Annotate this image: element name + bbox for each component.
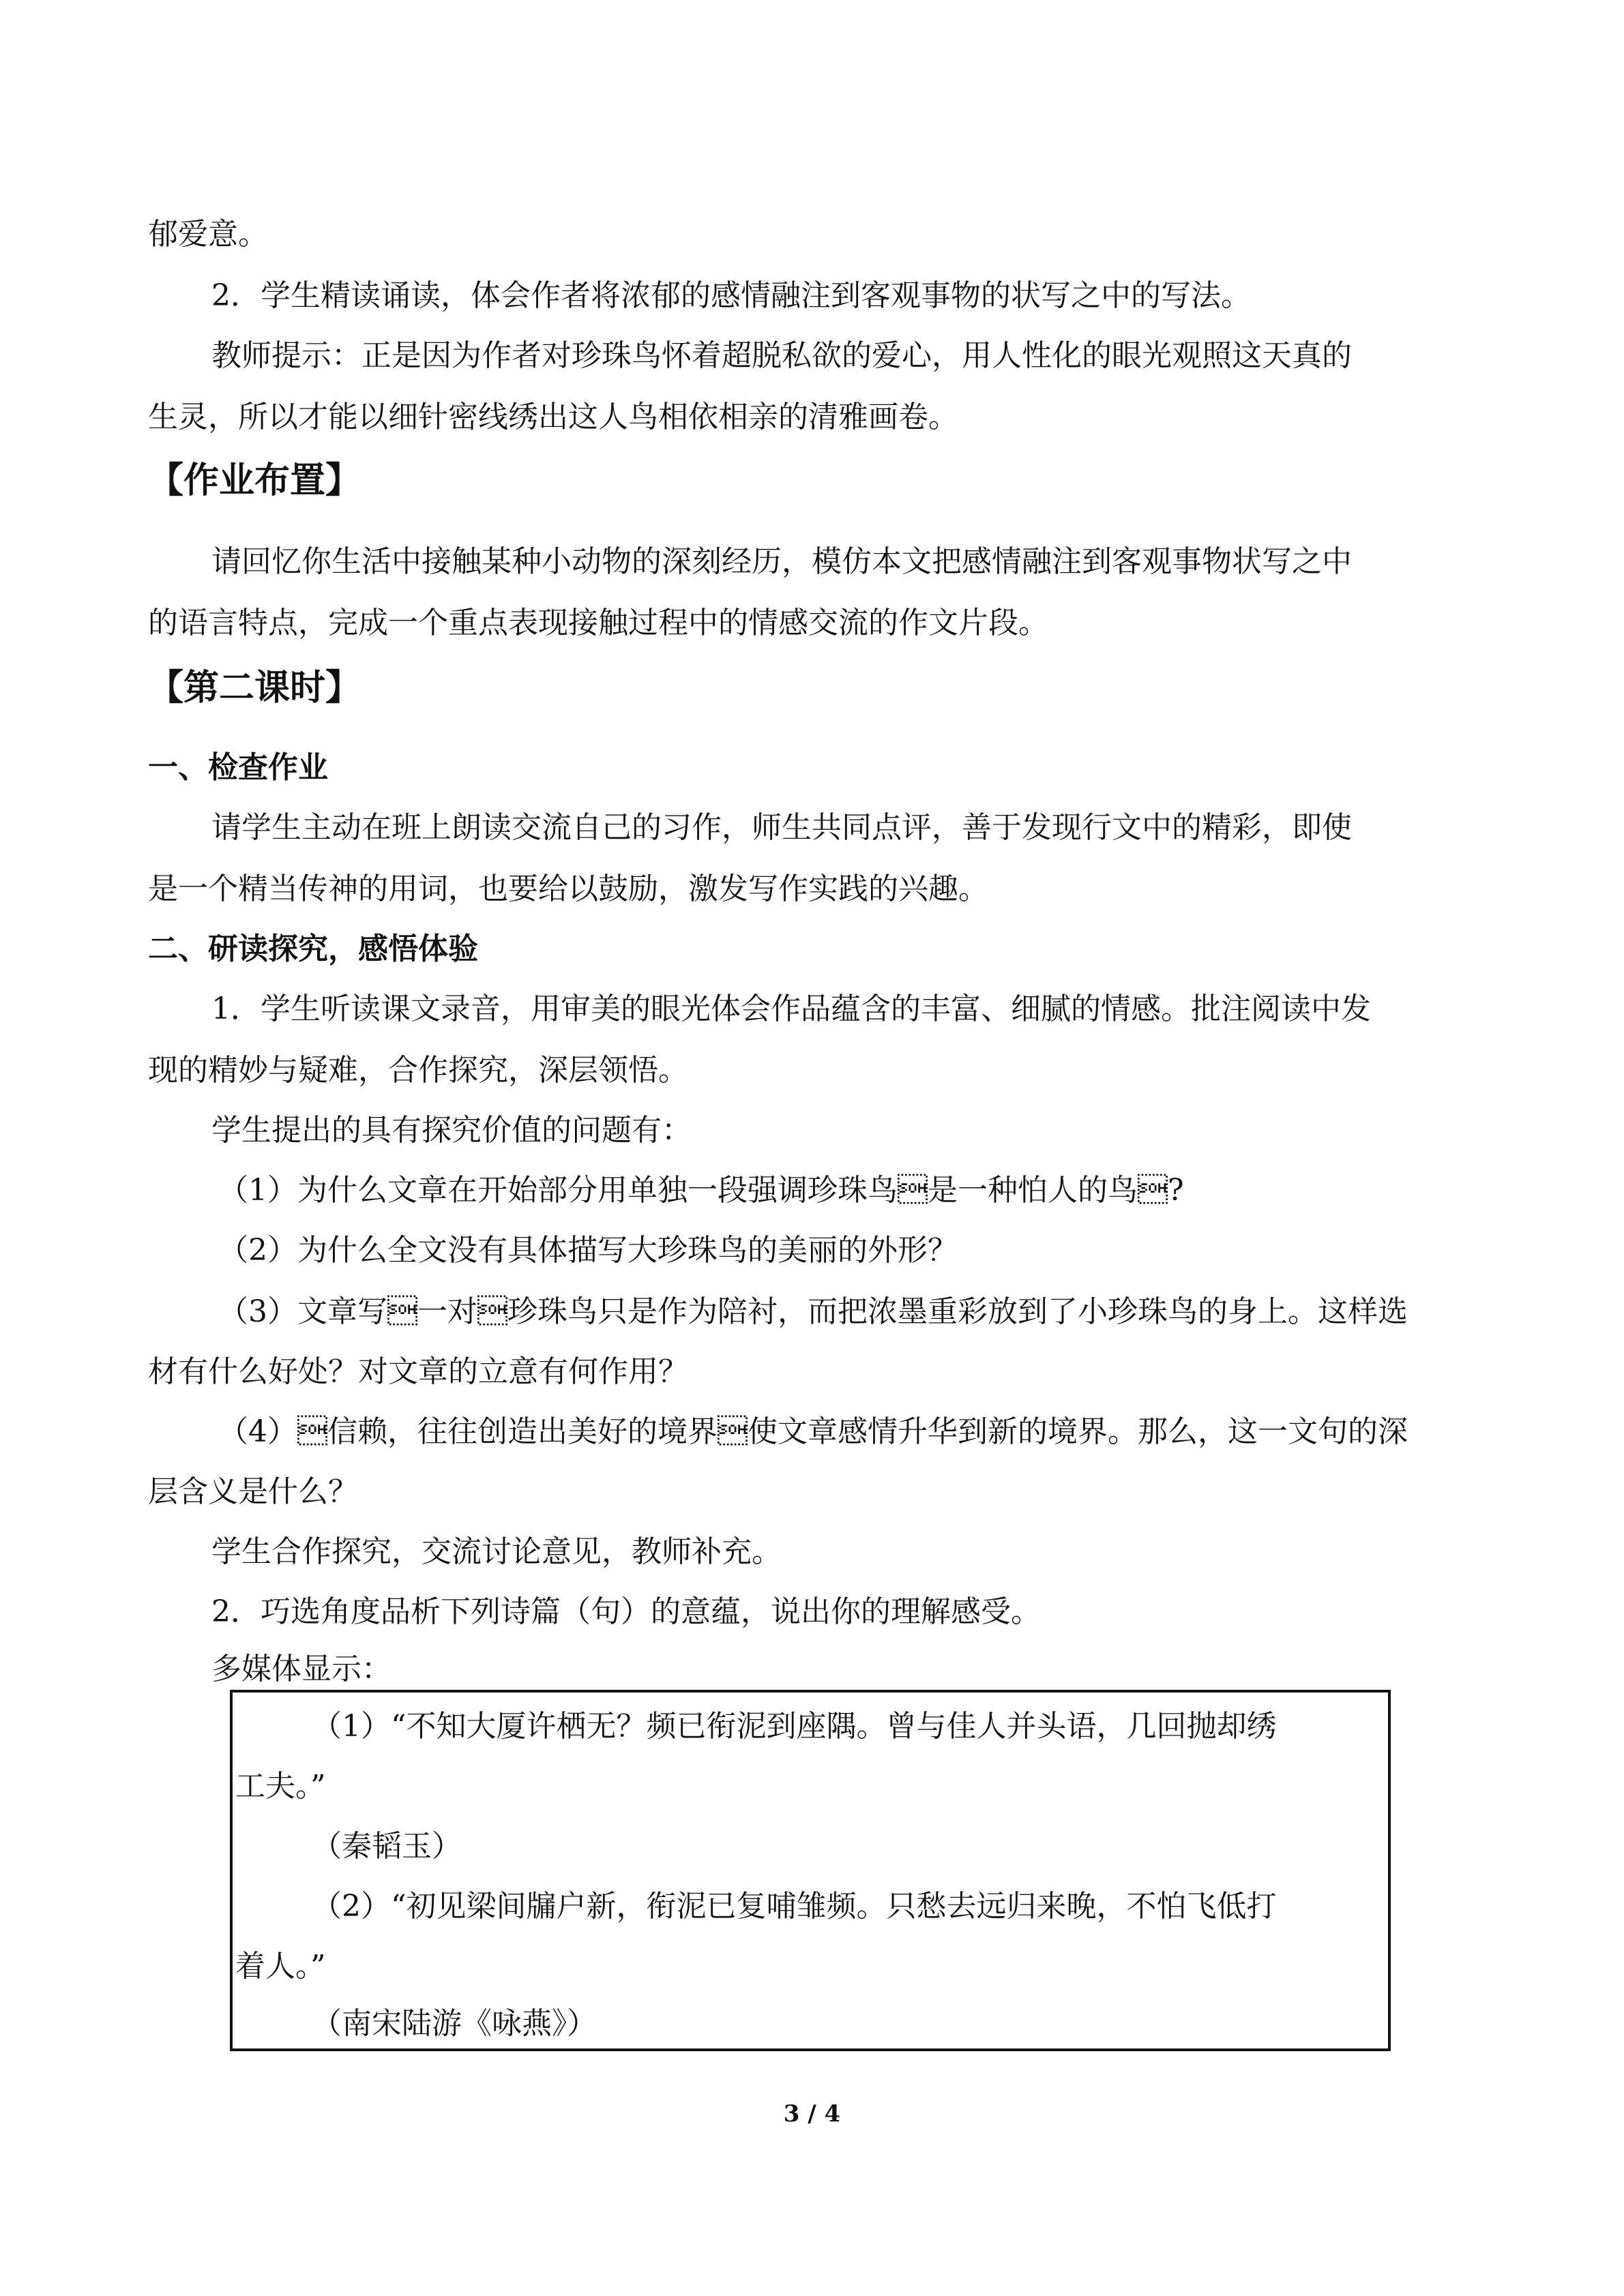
paragraph-line: 请学生主动在班上朗读交流自己的习作，师生共同点评，善于发现行文中的精彩，即使 <box>211 810 1352 845</box>
question-item-continued: 材有什么好处？对文章的立意有何作用？ <box>148 1354 688 1389</box>
paragraph-line: 请回忆你生活中接触某种小动物的深刻经历，模仿本文把感情融注到客观事物状写之中 <box>211 544 1352 579</box>
poem-line: （1）“不知大厦许栖无？频已衔泥到座隅。曾与佳人并头语，几回抛却绣 <box>312 1709 1277 1744</box>
poem-line: 着人。” <box>235 1949 326 1984</box>
section-heading-second-lesson: 【第二课时】 <box>148 668 361 709</box>
paragraph-line: 学生合作探究，交流讨论意见，教师补充。 <box>211 1534 782 1569</box>
question-item: （1）为什么文章在开始部分用单独一段强调珍珠鸟是一种怕人的鸟? <box>218 1173 1184 1208</box>
poem-attribution: （南宋陆游《咏燕》） <box>312 2006 597 2041</box>
paragraph-line: 2．巧选角度品析下列诗篇（句）的意蕴，说出你的理解感受。 <box>211 1594 1041 1629</box>
paragraph-line: 1．学生听读课文录音，用审美的眼光体会作品蕴含的丰富、细腻的情感。批注阅读中发 <box>211 992 1371 1026</box>
poem-line: （2）“初见梁间牖户新，衔泥已复哺雏频。只愁去远归来晚，不怕飞低打 <box>312 1889 1277 1924</box>
multimedia-display-box <box>230 1690 1391 2051</box>
paragraph-line: 生灵，所以才能以细针密线绣出这人鸟相依相亲的清雅画卷。 <box>148 400 958 434</box>
poem-line: 工夫。” <box>235 1769 326 1804</box>
subheading-study-explore: 二、研读探究，感悟体验 <box>148 931 478 966</box>
paragraph-line: 学生提出的具有探究价值的问题有： <box>211 1113 692 1148</box>
paragraph-line: 郁爱意。 <box>148 217 268 252</box>
subheading-check-homework: 一、检查作业 <box>148 750 328 785</box>
paragraph-line: 现的精妙与疑难，合作探究，深层领悟。 <box>148 1053 688 1088</box>
paragraph-line: 教师提示：正是因为作者对珍珠鸟怀着超脱私欲的爱心，用人性化的眼光观照这天真的 <box>211 338 1352 373</box>
question-item: （2）为什么全文没有具体描写大珍珠鸟的美丽的外形？ <box>218 1233 958 1268</box>
page-number: 3 / 4 <box>783 2100 841 2128</box>
section-heading-homework: 【作业布置】 <box>148 460 361 501</box>
paragraph-line: 的语言特点，完成一个重点表现接触过程中的情感交流的作文片段。 <box>148 606 1048 640</box>
question-item-continued: 层含义是什么？ <box>148 1474 358 1509</box>
paragraph-line: 是一个精当传神的用词，也要给以鼓励，激发写作实践的兴趣。 <box>148 871 988 906</box>
question-item: （4）信赖，往往创造出美好的境界使文章感情升华到新的境界。那么，这一文句的深 <box>218 1414 1408 1449</box>
question-item: （3）文章写一对珍珠鸟只是作为陪衬，而把浓墨重彩放到了小珍珠鸟的身上。这样选 <box>218 1294 1408 1329</box>
poem-attribution: （秦韬玉） <box>312 1829 462 1864</box>
paragraph-line: 2．学生精读诵读，体会作者将浓郁的感情融注到客观事物的状写之中的写法。 <box>211 278 1251 313</box>
paragraph-line: 多媒体显示： <box>211 1652 392 1686</box>
